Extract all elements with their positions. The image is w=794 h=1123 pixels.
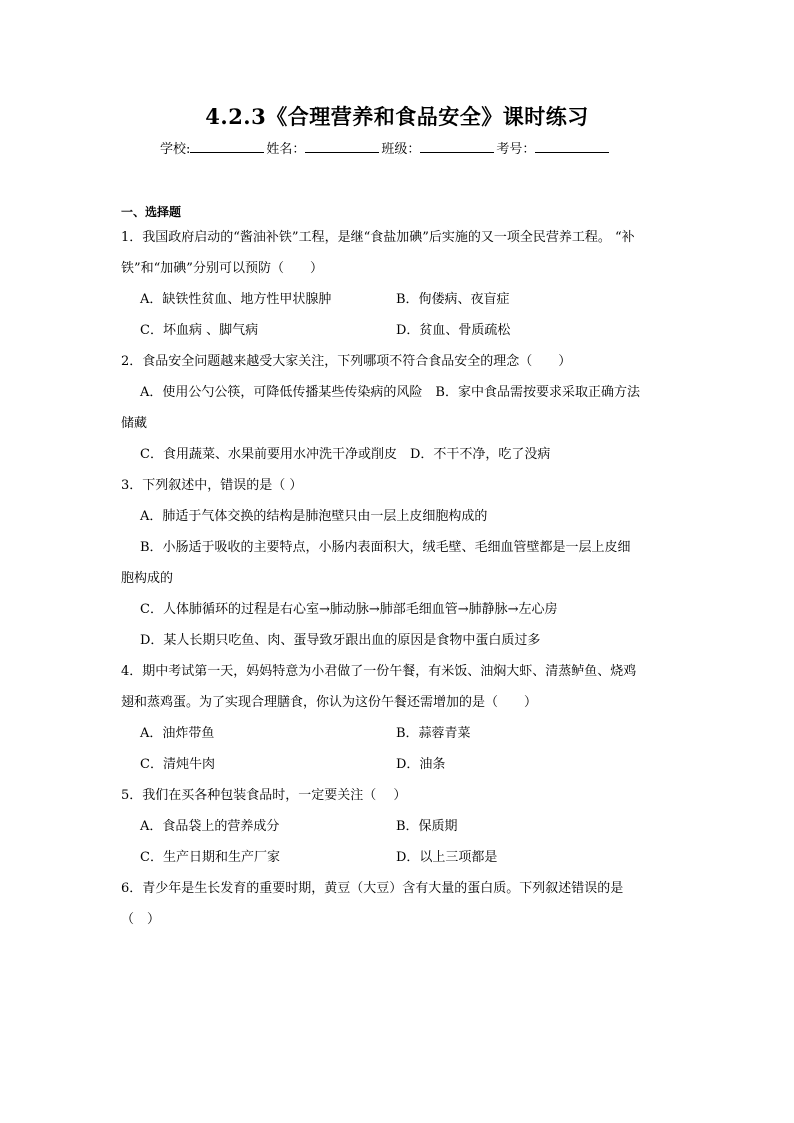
question-1-line-2: 铁”和“加碘”分别可以预防（ ） [121, 261, 323, 276]
option-a: A．油炸带鱼 [140, 726, 215, 741]
option-d: D．以上三项都是 [396, 850, 498, 865]
student-info-row [160, 138, 611, 157]
option-b: B．佝偻病、夜盲症 [396, 292, 510, 307]
class-label: 班级： [381, 142, 421, 157]
exam-no-blank [535, 140, 609, 153]
question-6-line-1: 6．青少年是生长发育的重要时期，黄豆（大豆）含有大量的蛋白质。下列叙述错误的是 [121, 881, 624, 896]
option-c: C．坏血病 、脚气病 [140, 323, 259, 338]
option-a: A．缺铁性贫血、地方性甲状腺肿 [140, 292, 332, 307]
question-1-options-ab [121, 288, 681, 319]
option-c: C．生产日期和生产厂家 [140, 850, 280, 865]
question-1-options-cd [121, 319, 681, 350]
school-blank [190, 140, 264, 153]
question-3-option-a: A．肺适于气体交换的结构是肺泡壁只由一层上皮细胞构成的 [140, 509, 488, 524]
question-1-line-1: 1．我国政府启动的“酱油补铁”工程，是继“食盐加碘”后实施的又一项全民营养工程。 “补 [121, 230, 635, 245]
name-blank [305, 140, 379, 153]
question-5-options-cd [121, 846, 681, 877]
question-3-option-b: B．小肠适于吸收的主要特点，小肠内表面积大，绒毛壁、毛细血管壁都是一层上皮细 [140, 540, 631, 555]
question-3-option-c: C．人体肺循环的过程是右心室→肺动脉→肺部毛细血管→肺静脉→左心房 [140, 602, 558, 617]
question-4-line-2: 翅和蒸鸡蛋。为了实现合理膳食，你认为这份午餐还需增加的是（ ） [121, 695, 538, 710]
option-c: C．清炖牛肉 [140, 757, 215, 772]
question-2-options-ab-cont: 储藏 [121, 416, 148, 431]
question-3-line-1: 3．下列叙述中，错误的是（ ） [121, 478, 303, 493]
question-4-line-1: 4．期中考试第一天，妈妈特意为小君做了一份午餐，有米饭、油焖大虾、清蒸鲈鱼、烧鸡 [121, 664, 637, 679]
question-4-options-cd [121, 753, 681, 784]
page-title: 4.2.3《合理营养和食品安全》课时练习 [205, 104, 589, 129]
option-b: B．保质期 [396, 819, 458, 834]
question-2-options-cd: C．食用蔬菜、水果前要用水冲洗干净或削皮 D．不干不净，吃了没病 [140, 447, 551, 462]
section-heading: 一、选择题 [121, 205, 182, 219]
name-label: 姓名： [266, 142, 306, 157]
question-2-line-1: 2．食品安全问题越来越受大家关注，下列哪项不符合食品安全的理念（ ） [121, 354, 572, 369]
question-6-line-2: （ ） [121, 912, 161, 927]
option-b: B．蒜蓉青菜 [396, 726, 471, 741]
question-3-option-d: D．某人长期只吃鱼、肉、蛋导致牙跟出血的原因是食物中蛋白质过多 [140, 633, 541, 648]
school-label: 学校: [160, 142, 191, 157]
class-blank [420, 140, 494, 153]
exam-no-label: 考号： [496, 142, 536, 157]
option-d: D．贫血、骨质疏松 [396, 323, 511, 338]
option-a: A．食品袋上的营养成分 [140, 819, 280, 834]
question-4-options-ab [121, 722, 681, 753]
option-d: D．油条 [396, 757, 446, 772]
question-2-options-ab: A．使用公勺公筷，可降低传播某些传染病的风险 B．家中食品需按要求采取正确方法 [140, 385, 640, 400]
question-list [121, 226, 681, 939]
question-5-line-1: 5．我们在买各种包装食品时，一定要关注（ ） [121, 788, 407, 803]
question-5-options-ab [121, 815, 681, 846]
question-3-option-b-cont: 胞构成的 [121, 571, 174, 586]
